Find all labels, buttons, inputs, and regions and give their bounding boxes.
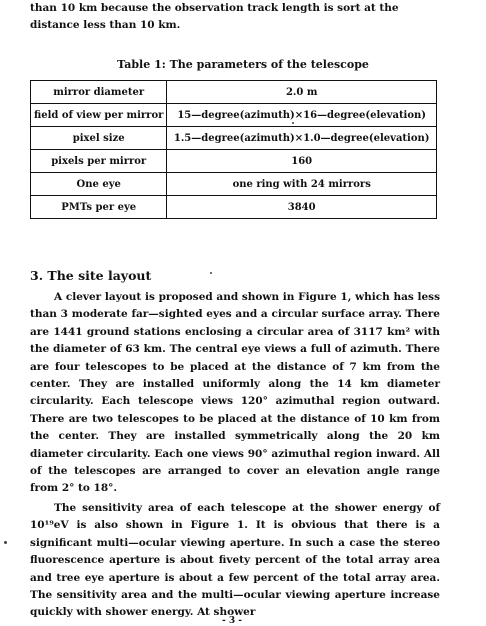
table-row [31, 127, 437, 150]
param-name-cell: field of view per mirror [31, 104, 167, 127]
section-body [30, 289, 440, 622]
param-name-cell: One eye [31, 173, 167, 196]
param-name-cell: PMTs per eye [31, 196, 167, 219]
table-row [31, 81, 437, 104]
table-row [31, 150, 437, 173]
table-row [31, 104, 437, 127]
intro-paragraph: than 10 km because the observation track length is sort at the distance less than 10 km. [30, 2, 399, 31]
param-value-cell: 160 [167, 150, 437, 173]
scan-speck [210, 272, 212, 274]
param-value-cell: 3840 [167, 196, 437, 219]
parameters-table [30, 80, 437, 219]
param-value-cell: 1.5—degree(azimuth)×1.0—degree(elevation) [167, 127, 437, 150]
scan-speck [292, 122, 294, 124]
section-heading: 3. The site layout [30, 268, 152, 283]
param-value-cell: 2.0 m [167, 81, 437, 104]
page-number: - 3 - [222, 616, 242, 626]
parameters-table-body [31, 81, 437, 219]
param-value-cell: 15—degree(azimuth)×16—degree(elevation) [167, 104, 437, 127]
table-caption: Table 1: The parameters of the telescope [117, 58, 369, 71]
table-row [31, 196, 437, 219]
param-value-cell: one ring with 24 mirrors [167, 173, 437, 196]
paragraph: The sensitivity area of each telescope at the shower energy of 10¹⁹eV is also shown in Figure 1. It is obvious that there is a significant multi—ocular viewing aperture. In such a case the stereo fluorescence aperture is about fivety percent of the total array area and tree eye aperture is about a few percent of the total array area. The sensitivity area and the multi—ocular viewing aperture increase quickly with shower energy. At shower [30, 501, 440, 619]
paragraph: A clever layout is proposed and shown in Figure 1, which has less than 3 moderate far—sighted eyes and a circular surface array. There are 1441 ground stations enclosing a circular area of 3117 km² with the diameter of 63 km. The central eye views a full of azimuth. There are four telescopes to be placed at the distance of 7 km from the center. They are installed uniformly along the 14 km diameter circularity. Each telescope views 120° azimuthal region outward. There are two telescopes to be placed at the distance of 10 km from the center. They are installed symmetrically along the 20 km diameter circularity. Each one views 90° azimuthal region inward. All of the telescopes are arranged to cover an elevation angle range from 2° to 18°. [30, 291, 440, 495]
param-name-cell: pixels per mirror [31, 150, 167, 173]
param-name-cell: pixel size [31, 127, 167, 150]
param-name-cell: mirror diameter [31, 81, 167, 104]
scan-speck [4, 541, 7, 544]
table-row [31, 173, 437, 196]
